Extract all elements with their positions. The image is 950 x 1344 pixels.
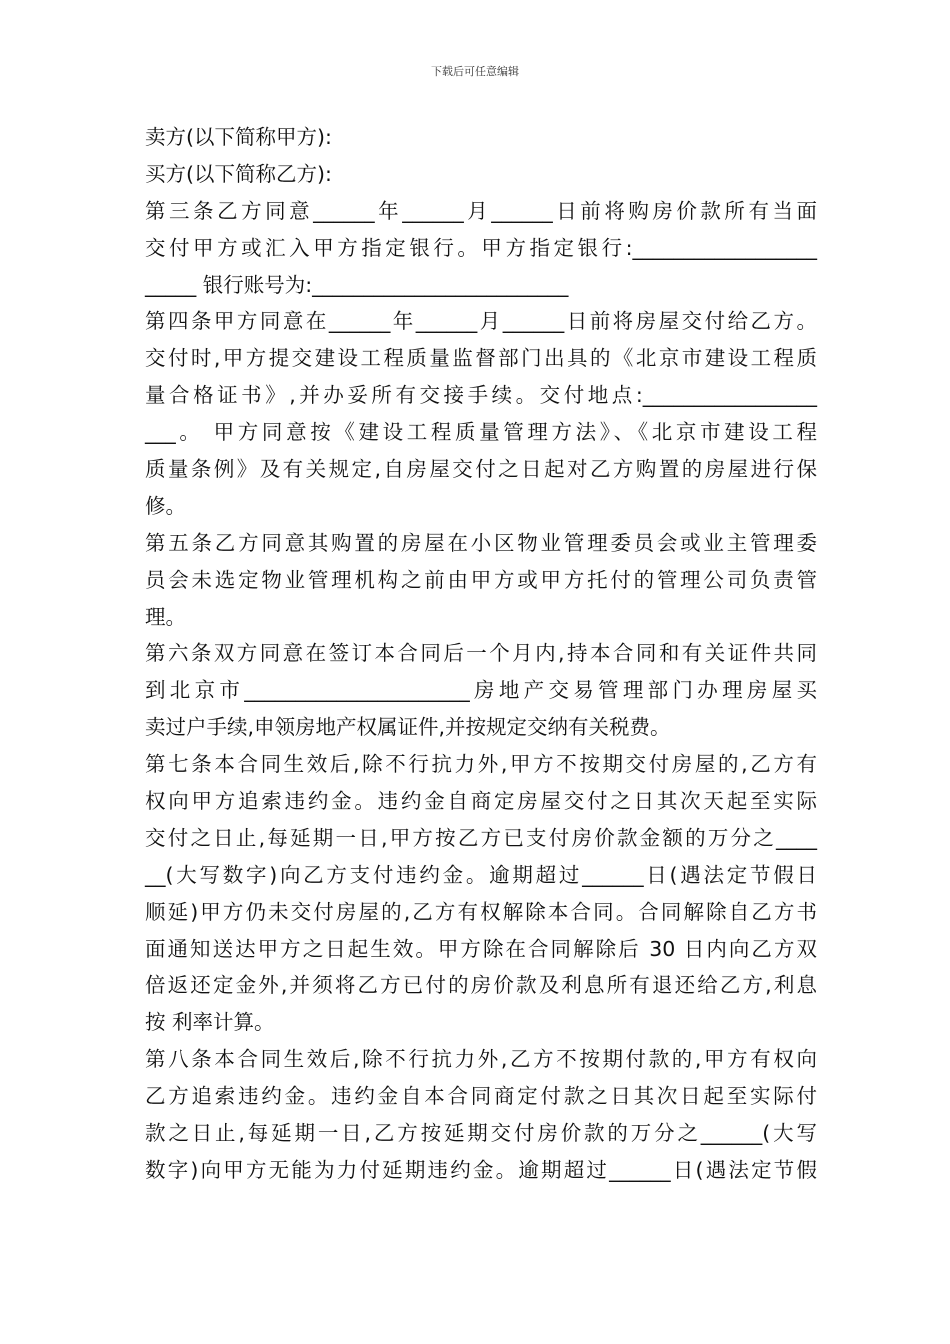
text-line: 顺延)甲方仍未交付房屋的,乙方有权解除本合同。合同解除自乙方书 bbox=[145, 899, 817, 924]
text-line: __(大写数字)向乙方支付违约金。逾期超过______日(遇法定节假日 bbox=[145, 862, 817, 887]
text-line: 交付之日止,每延期一日,甲方按乙方已支付房价款金额的万分之____ bbox=[145, 825, 817, 850]
text-line: 交付甲方或汇入甲方指定银行。甲方指定银行:__________________ bbox=[145, 235, 817, 260]
text-line: 倍返还定金外,并须将乙方已付的房价款及利息所有退还给乙方,利息 bbox=[145, 973, 817, 998]
text-line: 款之日止,每延期一日,乙方按延期交付房价款的万分之______(大写 bbox=[145, 1121, 817, 1146]
text-line: 第三条乙方同意______年______月______日前将购房价款所有当面 bbox=[145, 198, 817, 223]
text-line: 买方(以下简称乙方): bbox=[145, 161, 332, 186]
contract-body bbox=[145, 119, 817, 1189]
text-line: 交付时,甲方提交建设工程质量监督部门出具的《北京市建设工程质 bbox=[145, 346, 817, 371]
text-line: 按 利率计算。 bbox=[145, 1010, 275, 1035]
text-line: 卖方(以下简称甲方): bbox=[145, 125, 332, 149]
text-line: 第四条甲方同意在______年______月______日前将房屋交付给乙方。 bbox=[145, 309, 817, 334]
text-line: 卖过户手续,申领房地产权属证件,并按规定交纳有关税费。 bbox=[145, 715, 671, 740]
text-line: 第七条本合同生效后,除不行抗力外,甲方不按期交付房屋的,乙方有 bbox=[145, 752, 817, 777]
text-line: 乙方追索违约金。违约金自本合同商定付款之日其次日起至实际付 bbox=[145, 1084, 817, 1109]
text-line: 第八条本合同生效后,除不行抗力外,乙方不按期付款的,甲方有权向 bbox=[145, 1047, 817, 1072]
text-line: 修。 bbox=[145, 493, 186, 518]
text-line: 面通知送达甲方之日起生效。甲方除在合同解除后 30 日内向乙方双 bbox=[145, 936, 817, 961]
text-line: 量合格证书》,并办妥所有交接手续。交付地点:_________________ bbox=[145, 383, 817, 408]
text-line: 理。 bbox=[145, 604, 186, 629]
text-line: 第六条双方同意在签订本合同后一个月内,持本合同和有关证件共同 bbox=[145, 641, 817, 666]
page-header-note: 下载后可任意编辑 bbox=[431, 65, 519, 78]
text-line: 质量条例》及有关规定,自房屋交付之日起对乙方购置的房屋进行保 bbox=[145, 457, 817, 482]
text-line: ___。 甲方同意按《建设工程质量管理方法》、《北京市建设工程 bbox=[145, 420, 817, 445]
text-line: 权向甲方追索违约金。违约金自商定房屋交付之日其次天起至实际 bbox=[145, 789, 817, 814]
text-line: 到北京市______________________房地产交易管理部门办理房屋买 bbox=[145, 678, 817, 703]
text-line: 员会未选定物业管理机构之前由甲方或甲方托付的管理公司负责管 bbox=[145, 567, 817, 592]
text-line: _____ 银行账号为:_________________________ bbox=[145, 272, 569, 297]
text-line: 第五条乙方同意其购置的房屋在小区物业管理委员会或业主管理委 bbox=[145, 530, 817, 555]
text-line: 数字)向甲方无能为力付延期违约金。逾期超过______日(遇法定节假 bbox=[145, 1157, 817, 1182]
